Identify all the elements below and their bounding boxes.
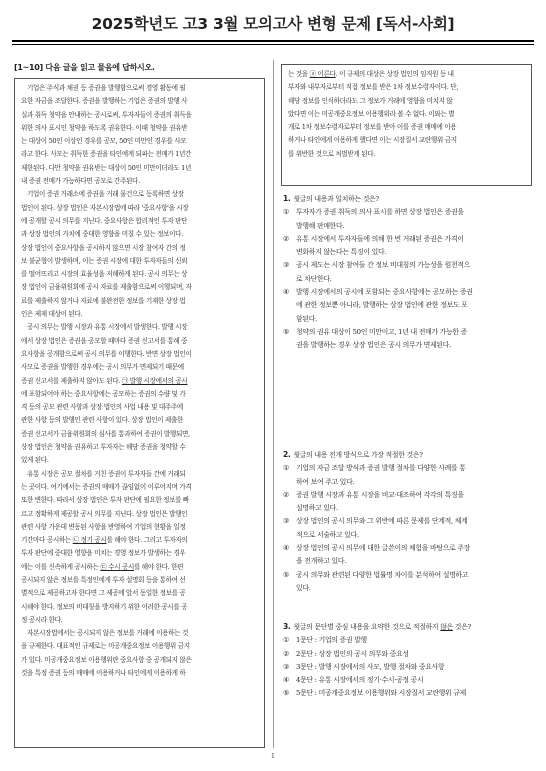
passage-line: 개로 1차 정보수령자로부터 정보를 받아 이를 증권 매매에 이용 <box>288 123 457 132</box>
option-text: 투자자가 증권 취득의 의사 표시를 하면 상장 법인은 증권을 <box>296 208 464 217</box>
passage-line: 격 등의 공모 관련 사항과 상장 법인의 사업 내용 및 대주주에 <box>21 403 183 412</box>
instruction-text: [1~10] 다음 글을 읽고 물음에 답하시오. <box>14 63 155 72</box>
passage-line: 에서 상장 법인은 증권을 공모할 때마다 증권 신고서를 통해 중 <box>21 336 188 345</box>
passage-line: 료를 제출하지 않거나 자료에 불완전한 정보를 기재한 상장 법 <box>21 296 186 305</box>
option-marker: ⑤ <box>283 570 289 579</box>
passage-line: 시해야 한다. 정보의 비대칭을 방지하기 위한 이러한 공시를 공 <box>21 602 188 611</box>
option-text: 3문단 : 발행 시장에서의 사모, 발행 절차와 중요사항 <box>296 662 445 671</box>
passage-line: 인은 제재 대상이 된다. <box>21 310 83 319</box>
option-text: 권을 발행하는 경우 상장 법인은 공시 의무가 면제된다. <box>296 341 451 350</box>
passage-line: 공시 의무는 발행 시장과 유통 시장에서 발생한다. 발행 시장 <box>27 323 188 332</box>
option-marker: ③ <box>283 261 289 270</box>
passage-line: 를 떨어뜨리고 시장의 효율성을 저해하게 된다. 공시 의무는 상 <box>21 270 188 279</box>
passage-line: 기업은 주식과 채권 등 증권을 발행함으로써 경영 활동에 필 <box>27 84 186 92</box>
option-text: 기업의 자금 조달 방식과 증권 발행 절차를 다양한 사례를 통 <box>296 464 466 473</box>
answer-option[interactable] <box>283 233 535 260</box>
question-prompt <box>283 620 535 634</box>
passage-line: 요한 자금을 조달한다. 증권을 발행하는 기업은 증권의 발행 사 <box>21 97 188 106</box>
passage-line: 상장 법인이 중요사항을 공시하지 않으면 시장 참여자 간의 정 <box>21 243 186 252</box>
option-text: 하여 보여 주고 있다. <box>296 477 355 486</box>
passage-line: 르고 정확하게 제공할 공시 의무를 지닌다. 상장 법인은 발행인 <box>21 509 188 518</box>
option-text: 유통 시장에서 투자자들에 의해 한 번 거래된 증권은 가격이 <box>296 234 464 243</box>
passage-line: 정 공시라 한다. <box>21 615 63 624</box>
title-rule-thick <box>12 40 534 42</box>
option-text: 상장 법인의 공시 의무에 대한 글쓴이의 체험을 바탕으로 주장 <box>296 544 471 553</box>
page-title: 2025학년도 고3 3월 모의고사 변형 문제 [독서-사회] <box>91 15 455 33</box>
passage-line: 해당 정보를 인식하더라도 그 정보가 거래에 영향을 미치지 않 <box>288 96 453 105</box>
question-1 <box>283 192 535 353</box>
option-marker: ⑤ <box>283 327 289 336</box>
option-text: 로 차단한다. <box>296 274 332 283</box>
answer-option[interactable] <box>283 259 535 286</box>
passage-line: 관련 사항 가운데 변동된 사항을 반영하여 기업의 현황을 일정 <box>21 522 186 531</box>
passage-line: 위한 의사 표시인 청약을 하도록 권유한다. 이때 청약을 권유받 <box>21 123 188 132</box>
answer-option[interactable] <box>283 674 535 687</box>
passage-line: 장 법인이 금융위원회에 공시 자료를 제출함으로써 이행되며, 자 <box>21 283 192 292</box>
option-marker: ⑤ <box>283 689 289 698</box>
passage-line: 요사항을 공개함으로써 공시 의무를 이행한다. 반면 상장 법인이 <box>21 349 192 358</box>
passage-line: 증권 신고서가 금융위원회의 심사를 통과하여 증권이 발행되면, <box>21 429 190 438</box>
answer-option[interactable] <box>283 634 535 647</box>
question-2 <box>283 448 535 595</box>
option-text: 함된다. <box>296 314 317 323</box>
passage-line: 하거나 타인에게 이용하게 했다면 이는 시장질서 교란행위 금지 <box>288 136 457 145</box>
option-marker: ④ <box>283 676 289 685</box>
passage-lines-right <box>282 65 531 161</box>
passage-line: 는 것을 ⓐ 이른다. 이 규제의 대상은 상장 법인의 임직원 등 내 <box>288 70 454 78</box>
passage-line: 투자 판단에 중대한 영향을 미치는 경영 정보가 발생하는 경우 <box>21 549 186 558</box>
passage-line: 실과 취득 청약을 안내하는 공시로써, 투자자들이 증권의 취득을 <box>21 110 192 119</box>
passage-line: 부자와 내부자로부터 직접 정보를 받은 1차 정보수령자이다. 단, <box>288 83 459 92</box>
question-prompt <box>283 448 535 462</box>
passage-line: 있게 된다. <box>21 456 49 465</box>
question-3 <box>283 620 535 701</box>
question-text: 윗글의 문단별 중심 내용을 요약한 것으로 적절하지 않은 것은? <box>293 623 471 631</box>
passage-line: 에 공개할 공시 의무를 지닌다. 중요사항은 합리적인 투자 판단 <box>21 216 188 225</box>
option-text: 발행 시장에서의 공시에 포함되는 중요사항에는 공모하는 증권 <box>296 288 473 297</box>
option-marker: ② <box>283 649 289 658</box>
passage-line: 에 포함되어야 하는 중요사항에는 공모하는 증권의 수량 및 가 <box>21 389 186 398</box>
option-text: 공시 의무와 관련된 다양한 법률명 차이를 분석하여 설명하고 <box>296 570 469 579</box>
passage-line: 기간마다 공시하는 ㉡ 정기 공시를 해야 한다. 그리고 투자자의 <box>21 536 188 545</box>
passage-line: 상장 법인은 청약을 권유하고 투자자는 해당 증권을 청약할 수 <box>21 443 186 452</box>
option-text: 변화하지 않는다는 특징이 있다. <box>296 248 387 257</box>
option-text: 5문단 : 미공개중요정보 이용행위와 시장질서 교란행위 규제 <box>296 689 466 698</box>
passage-line: 것을 특정 증권 등의 매매에 이용하거나 타인에게 이용하게 하 <box>21 669 186 678</box>
passage-line: 내 증권 전매가 가능하다면 공모로 간주된다. <box>21 177 140 186</box>
option-text: 2문단 : 상장 법인의 공시 의무와 중요성 <box>296 649 409 658</box>
answer-option[interactable] <box>283 687 535 700</box>
option-marker: ② <box>283 490 289 499</box>
option-text: 상장 법인의 공시 의무와 그 위반에 따른 문제를 단계적, 체계 <box>296 517 468 526</box>
question-text: 윗글의 내용 전개 방식으로 가장 적절한 것은? <box>293 451 423 459</box>
title-rule-thin <box>12 44 534 45</box>
option-text: 1문단 : 기업의 증권 발행 <box>296 636 367 645</box>
passage-line: 라고 한다. 사모는 취득한 증권을 타인에게 되파는 전매가 1년간 <box>21 150 192 159</box>
passage-line: 을 규제한다. 대표적인 규제로는 미공개중요정보 이용행위 금지 <box>21 642 190 651</box>
answer-option[interactable] <box>283 569 535 596</box>
passage-box-left <box>14 78 265 748</box>
option-marker: ① <box>283 464 289 473</box>
passage-line: 증권 신고서를 제출하지 않아도 된다. ㉠ 발행 시장에서의 공시 <box>21 376 188 385</box>
page-number: 1 <box>270 752 276 760</box>
option-text: 공시 제도는 시장 참여들 간 정보 비대칭의 가능성을 원천적으 <box>296 261 471 270</box>
passage-line: 보 불균형이 발생하며, 이는 증권 시장에 대한 투자자들의 신뢰 <box>21 256 188 265</box>
option-text: 설명하고 있다. <box>296 504 338 513</box>
passage-line: 법인이 된다. 상장 법인은 자본시장법에 따라 '중요사항'을 시장 <box>21 203 189 212</box>
option-marker: ③ <box>283 662 289 671</box>
question-prompt <box>283 192 535 206</box>
option-text: 을 전개하고 있다. <box>296 557 347 566</box>
passage-line: 관한 사항 등의 발행인 관련 사항이 있다. 상장 법인이 제출한 <box>21 416 183 425</box>
passage-line: 는 대상이 50인 이상인 경우를 공모, 50인 미만인 경우를 사모 <box>21 137 187 146</box>
answer-option[interactable] <box>283 648 535 661</box>
answer-option[interactable] <box>283 462 535 489</box>
answer-option[interactable] <box>283 326 535 353</box>
passage-line: 았다면 이는 미공개중요정보 이용행위라 볼 수 없다. 이와는 별 <box>288 109 455 118</box>
question-number: 3. <box>283 622 291 631</box>
option-text: 청약의 권유 대상이 50인 미만이고, 1년 내 전매가 가능한 증 <box>296 327 467 336</box>
passage-line: 사모로 증권을 발행한 경우에는 공시 의무가 면제되기 때문에 <box>21 363 184 372</box>
passage-line: 자본시장법에서는 공시되지 않은 정보를 거래에 이용하는 것 <box>27 629 188 638</box>
option-text: 있다. <box>296 583 311 592</box>
passage-line: 공시되지 않은 정보를 특정인에게 투자 설명회 등을 통하여 선 <box>21 575 186 584</box>
option-text: 증권 발행 시장과 유통 시장을 비교·대조하여 각각의 특징을 <box>296 490 464 499</box>
option-marker: ④ <box>283 544 289 553</box>
option-marker: ③ <box>283 517 289 526</box>
question-number: 1. <box>283 194 291 203</box>
answer-option[interactable] <box>283 661 535 674</box>
passage-line: 를 위반한 것으로 처벌받게 된다. <box>288 149 375 158</box>
option-marker: ④ <box>283 288 289 297</box>
option-text: 4문단 : 유통 시장에서의 정기·수시·공정 공시 <box>296 676 424 685</box>
passage-line: 에는 이를 신속하게 공시하는 ㉢ 수시 공시를 해야 한다. 한편 <box>21 562 184 571</box>
passage-line: 별적으로 제공하고자 한다면 그 제공에 앞서 동일한 정보를 공 <box>21 589 186 598</box>
passage-line: 과 상장 법인의 가치에 중대한 영향을 미칠 수 있는 정보이다. <box>21 230 183 239</box>
answer-option[interactable] <box>283 489 535 516</box>
passage-box-right <box>281 64 532 186</box>
option-text: 적으로 서술하고 있다. <box>296 530 359 539</box>
answer-option[interactable] <box>283 515 535 542</box>
passage-line: 기업이 증권 거래소에 증권을 거래 물건으로 등록하면 상장 <box>27 190 184 199</box>
answer-option[interactable] <box>283 286 535 326</box>
option-text: 발행해 판매한다. <box>296 221 345 230</box>
option-marker: ② <box>283 234 289 243</box>
option-text: 에 관한 정보뿐 아니라, 발행하는 상장 법인에 관한 정보도 포 <box>296 301 468 310</box>
option-marker: ① <box>283 208 289 217</box>
passage-line: 가 있다. 미공개중요정보 이용행위란 중요사항 중 공개되지 않은 <box>21 655 192 664</box>
passage-line: 유통 시장은 공모 절차를 거친 증권이 투자자들 간에 거래되 <box>27 469 186 478</box>
passage-line: 는 곳이다. 여기에서는 증권의 매매가 끊임없이 이루어지며 가격 <box>21 482 192 491</box>
question-text: 윗글의 내용과 일치하는 것은? <box>293 195 379 203</box>
passage-line: 제한된다. 다만 청약을 권유받는 대상이 50인 미만이더라도 1년 <box>21 163 191 172</box>
passage-lines-left <box>15 79 264 680</box>
question-number: 2. <box>283 450 291 459</box>
passage-line: 또한 변한다. 따라서 상장 법인은 투자 판단에 필요한 정보를 빠 <box>21 496 189 505</box>
answer-option[interactable] <box>283 206 535 233</box>
column-divider <box>273 60 274 748</box>
answer-option[interactable] <box>283 542 535 569</box>
option-marker: ① <box>283 636 289 645</box>
